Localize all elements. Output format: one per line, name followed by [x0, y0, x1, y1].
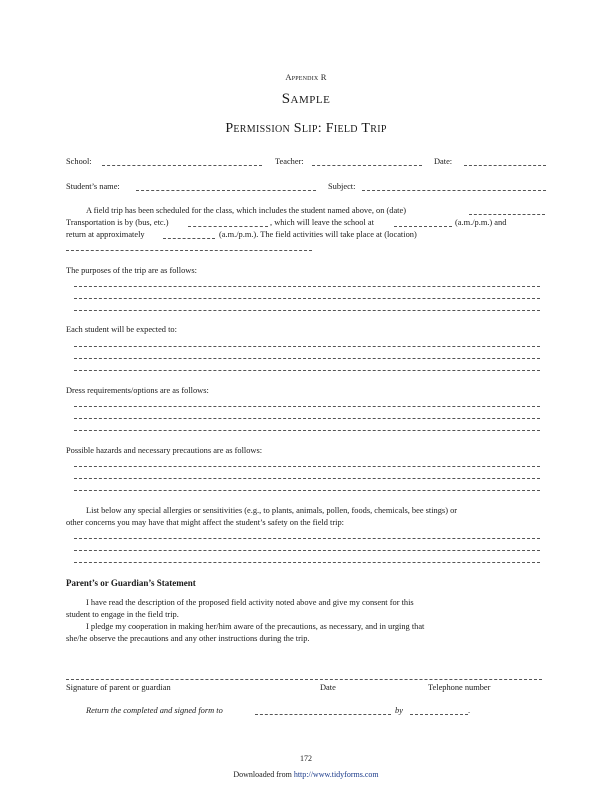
dress-line-3[interactable] [74, 430, 540, 431]
subject-field[interactable] [362, 190, 546, 191]
page-subtitle: Permission Slip: Field Trip [225, 121, 387, 136]
appendix-label: Appendix R [285, 72, 327, 82]
date-field[interactable] [464, 165, 546, 166]
return-time-field[interactable] [163, 238, 215, 239]
trip-date-field[interactable] [469, 214, 545, 215]
expected-label: Each student will be expected to: [66, 325, 177, 334]
return-by-label: by [395, 706, 403, 715]
purposes-label: The purposes of the trip are as follows: [66, 266, 197, 275]
intro-transport-label: Transportation is by (bus, etc.) [66, 218, 169, 227]
footer-url[interactable]: http://www.tidyforms.com [293, 770, 379, 779]
allergies-line-2[interactable] [74, 550, 540, 551]
intro-line-1: A field trip has been scheduled for the class, which includes the student named above, on (date) [86, 206, 407, 215]
return-by-field[interactable] [410, 714, 468, 715]
return-period: . [468, 706, 471, 715]
hazards-line-1[interactable] [74, 466, 540, 467]
expected-line-1[interactable] [74, 346, 540, 347]
subject-label: Subject: [328, 182, 356, 191]
return-to-field[interactable] [255, 714, 391, 715]
download-footer [0, 770, 612, 779]
allergies-label-line-1: List below any special allergies or sensitivities (e.g., to plants, animals, pollen, foods, chemicals, bee stings) or [86, 506, 458, 515]
intro-return-label: return at approximately [66, 230, 145, 239]
intro-ampm-label: (a.m./p.m.) and [455, 218, 507, 227]
teacher-field[interactable] [312, 165, 422, 166]
hazards-line-3[interactable] [74, 490, 540, 491]
student-name-label: Student’s name: [66, 182, 120, 191]
dress-line-2[interactable] [74, 418, 540, 419]
statement-line-4: she/he observe the precautions and any other instructions during the trip. [66, 634, 310, 643]
expected-line-3[interactable] [74, 370, 540, 371]
signature-label: Signature of parent or guardian [66, 683, 171, 692]
hazards-line-2[interactable] [74, 478, 540, 479]
signature-date-label: Date [320, 683, 336, 692]
dress-label: Dress requirements/options are as follows: [66, 386, 209, 395]
statement-line-2: student to engage in the field trip. [66, 610, 179, 619]
school-field[interactable] [102, 165, 262, 166]
hazards-label: Possible hazards and necessary precautions are as follows: [66, 446, 263, 455]
school-label: School: [66, 157, 92, 166]
intro-leave-label: , which will leave the school at [270, 218, 374, 227]
telephone-label: Telephone number [428, 683, 491, 692]
statement-line-3: I pledge my cooperation in making her/him aware of the precautions, as necessary, and in urging that [86, 622, 425, 631]
transportation-field[interactable] [188, 226, 268, 227]
allergies-line-1[interactable] [74, 538, 540, 539]
allergies-label-line-2: other concerns you may have that might affect the student’s safety on the field trip: [66, 518, 344, 527]
leave-time-field[interactable] [394, 226, 452, 227]
purposes-line-2[interactable] [74, 298, 540, 299]
intro-location-label: (a.m./p.m.). The field activities will take place at (location) [219, 230, 417, 239]
allergies-line-3[interactable] [74, 562, 540, 563]
statement-line-1: I have read the description of the proposed field activity noted above and give my consent for this [86, 598, 414, 607]
expected-line-2[interactable] [74, 358, 540, 359]
footer-prefix: Downloaded from [233, 770, 292, 779]
signature-line[interactable] [66, 679, 542, 680]
return-note: Return the completed and signed form to [86, 706, 223, 715]
page-number: 172 [300, 754, 312, 763]
location-field[interactable] [66, 250, 312, 251]
teacher-label: Teacher: [275, 157, 304, 166]
page-title: Sample [281, 91, 331, 107]
purposes-line-3[interactable] [74, 310, 540, 311]
date-label: Date: [434, 157, 453, 166]
purposes-line-1[interactable] [74, 286, 540, 287]
statement-heading: Parent’s or Guardian’s Statement [66, 578, 196, 588]
student-name-field[interactable] [136, 190, 316, 191]
dress-line-1[interactable] [74, 406, 540, 407]
